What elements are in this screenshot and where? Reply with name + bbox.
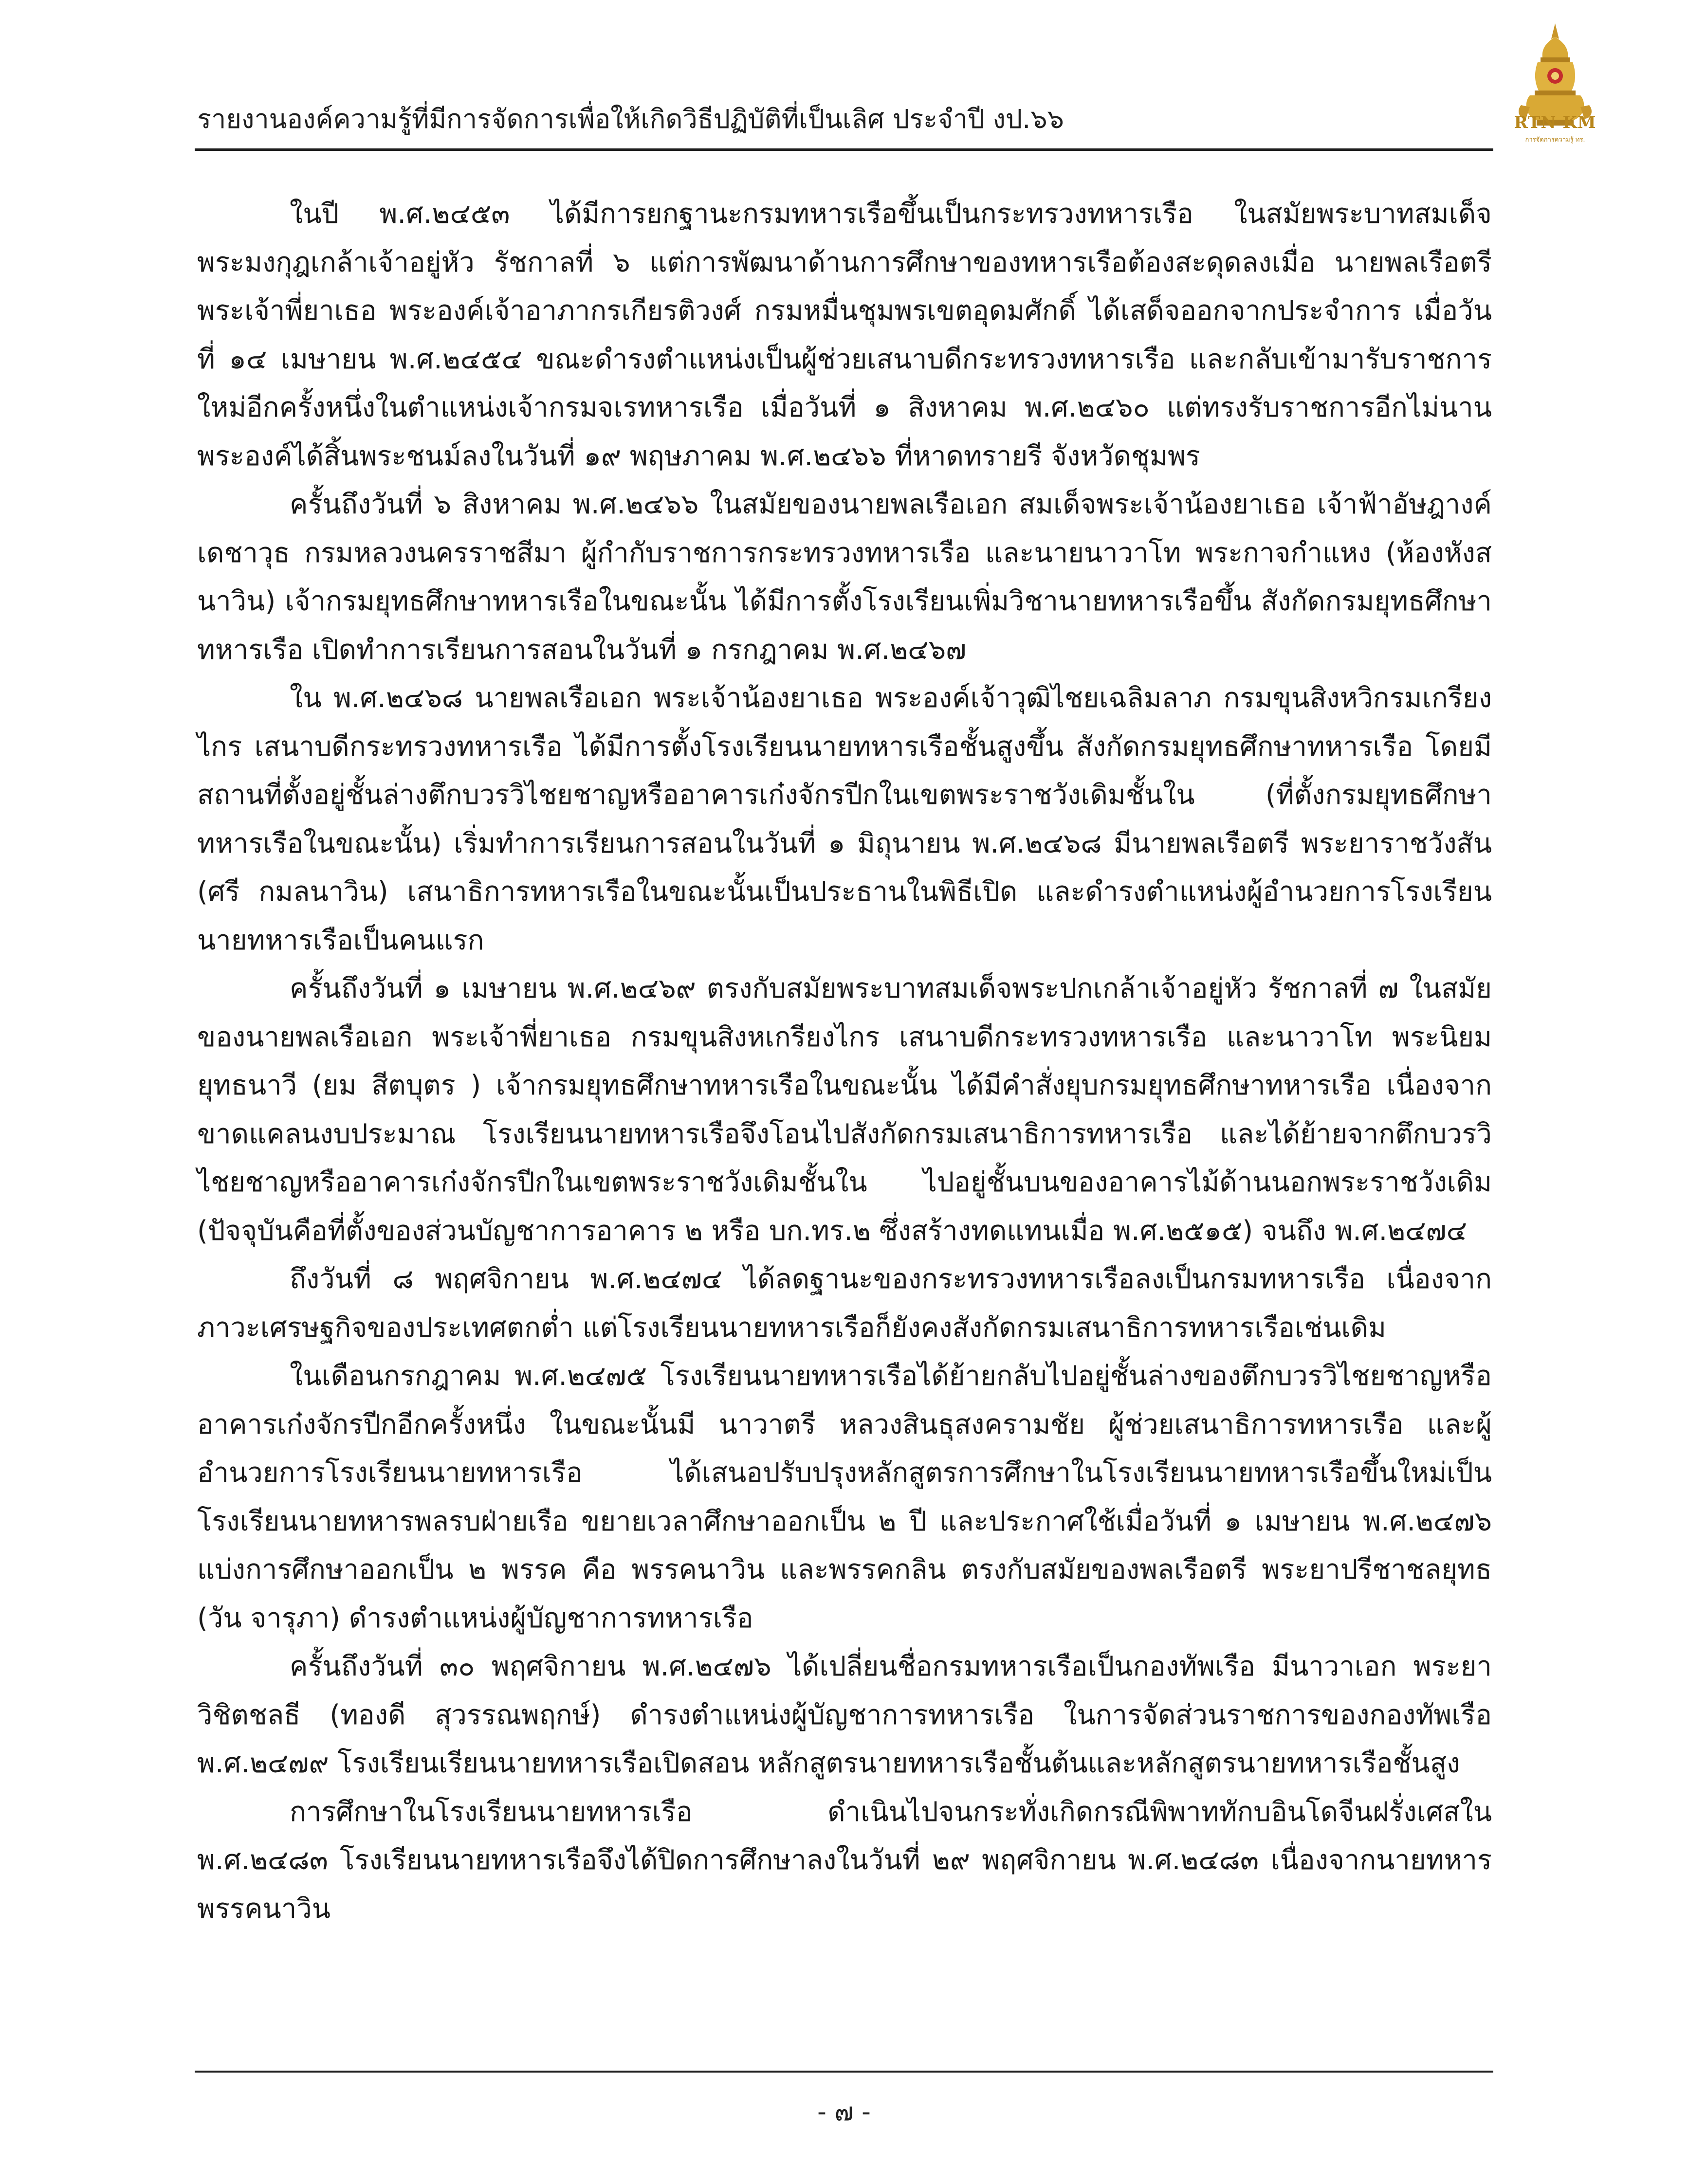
paragraph: ถึงวันที่ ๘ พฤศจิกายน พ.ศ.๒๔๗๔ ได้ลดฐานะของกระทรวงทหารเรือลงเป็นกรมทหารเรือ เนื่องจากภาวะเศรษฐกิจของประเทศตกต่ำ แต่โรงเรียนนายทหารเรือก็ยังคงสังกัดกรมเสนาธิการทหารเรือเช่นเดิม	[197, 1263, 1492, 1344]
paragraph: การศึกษาในโรงเรียนนายทหารเรือ ดำเนินไปจนกระทั่งเกิดกรณีพิพาททักบอินโดจีนฝรั่งเศสใน พ.ศ.๒๔๘๓ โรงเรียนนายทหารเรือจึงได้ปิดการศึกษาลงในวันที่ ๒๙ พฤศจิกายน พ.ศ.๒๔๘๓ เนื่องจากนายทหารพรรคนาวิน	[197, 1796, 1492, 1925]
logo-text: RTN KM	[1514, 113, 1596, 132]
page-number: - ๗ -	[817, 2097, 871, 2127]
header-divider	[195, 148, 1493, 151]
footer-divider	[195, 2071, 1493, 2073]
paragraph: ในปี พ.ศ.๒๔๕๓ ได้มีการยกฐานะกรมทหารเรือขึ้นเป็นกระทรวงทหารเรือ ในสมัยพระบาทสมเด็จพระมงกุฎเกล้าเจ้าอยู่หัว รัชกาลที่ ๖ แต่การพัฒนาด้านการศึกษาของทหารเรือต้องสะดุดลงเมื่อ นายพลเรือตรี พระเจ้าพี่ยาเธอ พระองค์เจ้าอาภากรเกียรติวงศ์ กรมหมื่นชุมพรเขตอุดมศักดิ์ ได้เสด็จออกจากประจำการ เมื่อวันที่ ๑๔ เมษายน พ.ศ.๒๔๕๔ ขณะดำรงตำแหน่งเป็นผู้ช่วยเสนาบดีกระทรวงทหารเรือ และกลับเข้ามารับราชการใหม่อีกครั้งหนึ่งในตำแหน่งเจ้ากรมจเรทหารเรือ เมื่อวันที่ ๑ สิงหาคม พ.ศ.๒๔๖๐ แต่ทรงรับราชการอีกไม่นานพระองค์ได้สิ้นพระชนม์ลงในวันที่ ๑๙ พฤษภาคม พ.ศ.๒๔๖๖ ที่หาดทรายรี จังหวัดชุมพร	[197, 198, 1492, 472]
paragraph: ครั้นถึงวันที่ ๑ เมษายน พ.ศ.๒๔๖๙ ตรงกับสมัยพระบาทสมเด็จพระปกเกล้าเจ้าอยู่หัว รัชกาลที่ ๗ ในสมัยของนายพลเรือเอก พระเจ้าพี่ยาเธอ กรมขุนสิงหเกรียงไกร เสนาบดีกระทรวงทหารเรือ และนาวาโท พระนิยมยุทธนาวี (ยม สีตบุตร ) เจ้ากรมยุทธศึกษาทหารเรือในขณะนั้น ได้มีคำสั่งยุบกรมยุทธศึกษาทหารเรือ เนื่องจากขาดแคลนงบประมาณ โรงเรียนนายทหารเรือจึงโอนไปสังกัดกรมเสนาธิการทหารเรือ และได้ย้ายจากตึกบวรวิไชยชาญหรืออาคารเก๋งจักรปีกในเขตพระราชวังเดิมชั้นใน ไปอยู่ชั้นบนของอาคารไม้ด้านนอกพระราชวังเดิม (ปัจจุบันคือที่ตั้งของส่วนบัญชาการอาคาร ๒ หรือ บก.ทร.๒ ซึ่งสร้างทดแทนเมื่อ พ.ศ.๒๕๑๕) จนถึง พ.ศ.๒๔๗๔	[197, 973, 1492, 1247]
document-body	[197, 190, 1492, 1933]
paragraph: ครั้นถึงวันที่ ๖ สิงหาคม พ.ศ.๒๔๖๖ ในสมัยของนายพลเรือเอก สมเด็จพระเจ้าน้องยาเธอ เจ้าฟ้าอัษฎางค์เดชาวุธ กรมหลวงนครราชสีมา ผู้กำกับราชการกระทรวงทหารเรือ และนายนาวาโท พระกาจกำแหง (ห้องหังสนาวิน) เจ้ากรมยุทธศึกษาทหารเรือในขณะนั้น ได้มีการตั้งโรงเรียนเพิ่มวิชานายทหารเรือขึ้น สังกัดกรมยุทธศึกษาทหารเรือ เปิดทำการเรียนการสอนในวันที่ ๑ กรกฎาคม พ.ศ.๒๔๖๗	[197, 489, 1492, 666]
paragraph: ครั้นถึงวันที่ ๓๐ พฤศจิกายน พ.ศ.๒๔๗๖ ได้เปลี่ยนชื่อกรมทหารเรือเป็นกองทัพเรือ มีนาวาเอก พระยาวิชิตชลธี (ทองดี สุวรรณพฤกษ์) ดำรงตำแหน่งผู้บัญชาการทหารเรือ ในการจัดส่วนราชการของกองทัพเรือ พ.ศ.๒๔๗๙ โรงเรียนเรียนนายทหารเรือเปิดสอน หลักสูตรนายทหารเรือชั้นต้นและหลักสูตรนายทหารเรือชั้นสูง	[197, 1651, 1492, 1779]
header-title: รายงานองค์ความรู้ที่มีการจัดการเพื่อให้เกิดวิธีปฏิบัติที่เป็นเลิศ ประจำปี งป.๖๖	[197, 104, 1064, 134]
paragraph: ในเดือนกรกฎาคม พ.ศ.๒๔๗๕ โรงเรียนนายทหารเรือได้ย้ายกลับไปอยู่ชั้นล่างของตึกบวรวิไชยชาญหรืออาคารเก๋งจักรปีกอีกครั้งหนึ่ง ในขณะนั้นมี นาวาตรี หลวงสินธุสงครามชัย ผู้ช่วยเสนาธิการทหารเรือ และผู้อำนวยการโรงเรียนนายทหารเรือ ได้เสนอปรับปรุงหลักสูตรการศึกษาในโรงเรียนนายทหารเรือขึ้นใหม่เป็นโรงเรียนนายทหารพลรบฝ่ายเรือ ขยายเวลาศึกษาออกเป็น ๒ ปี และประกาศใช้เมื่อวันที่ ๑ เมษายน พ.ศ.๒๔๗๖ แบ่งการศึกษาออกเป็น ๒ พรรค คือ พรรคนาวิน และพรรคกลิน ตรงกับสมัยของพลเรือตรี พระยาปรีชาชลยุทธ (วัน จารุภา) ดำรงตำแหน่งผู้บัญชาการทหารเรือ	[197, 1360, 1492, 1634]
logo-subtext: การจัดการความรู้ ทร.	[1525, 136, 1585, 144]
paragraph: ใน พ.ศ.๒๔๖๘ นายพลเรือเอก พระเจ้าน้องยาเธอ พระองค์เจ้าวุฒิไชยเฉลิมลาภ กรมขุนสิงหวิกรมเกรียงไกร เสนาบดีกระทรวงทหารเรือ ได้มีการตั้งโรงเรียนนายทหารเรือชั้นสูงขึ้น สังกัดกรมยุทธศึกษาทหารเรือ โดยมีสถานที่ตั้งอยู่ชั้นล่างตึกบวรวิไชยชาญหรืออาคารเก๋งจักรปีกในเขตพระราชวังเดิมชั้นใน (ที่ตั้งกรมยุทธศึกษาทหารเรือในขณะนั้น) เริ่มทำการเรียนการสอนในวันที่ ๑ มิถุนายน พ.ศ.๒๔๖๘ มีนายพลเรือตรี พระยาราชวังสัน (ศรี กมลนาวิน) เสนาธิการทหารเรือในขณะนั้นเป็นประธานในพิธีเปิด และดำรงตำแหน่งผู้อำนวยการโรงเรียนนายทหารเรือเป็นคนแรก	[197, 682, 1492, 956]
